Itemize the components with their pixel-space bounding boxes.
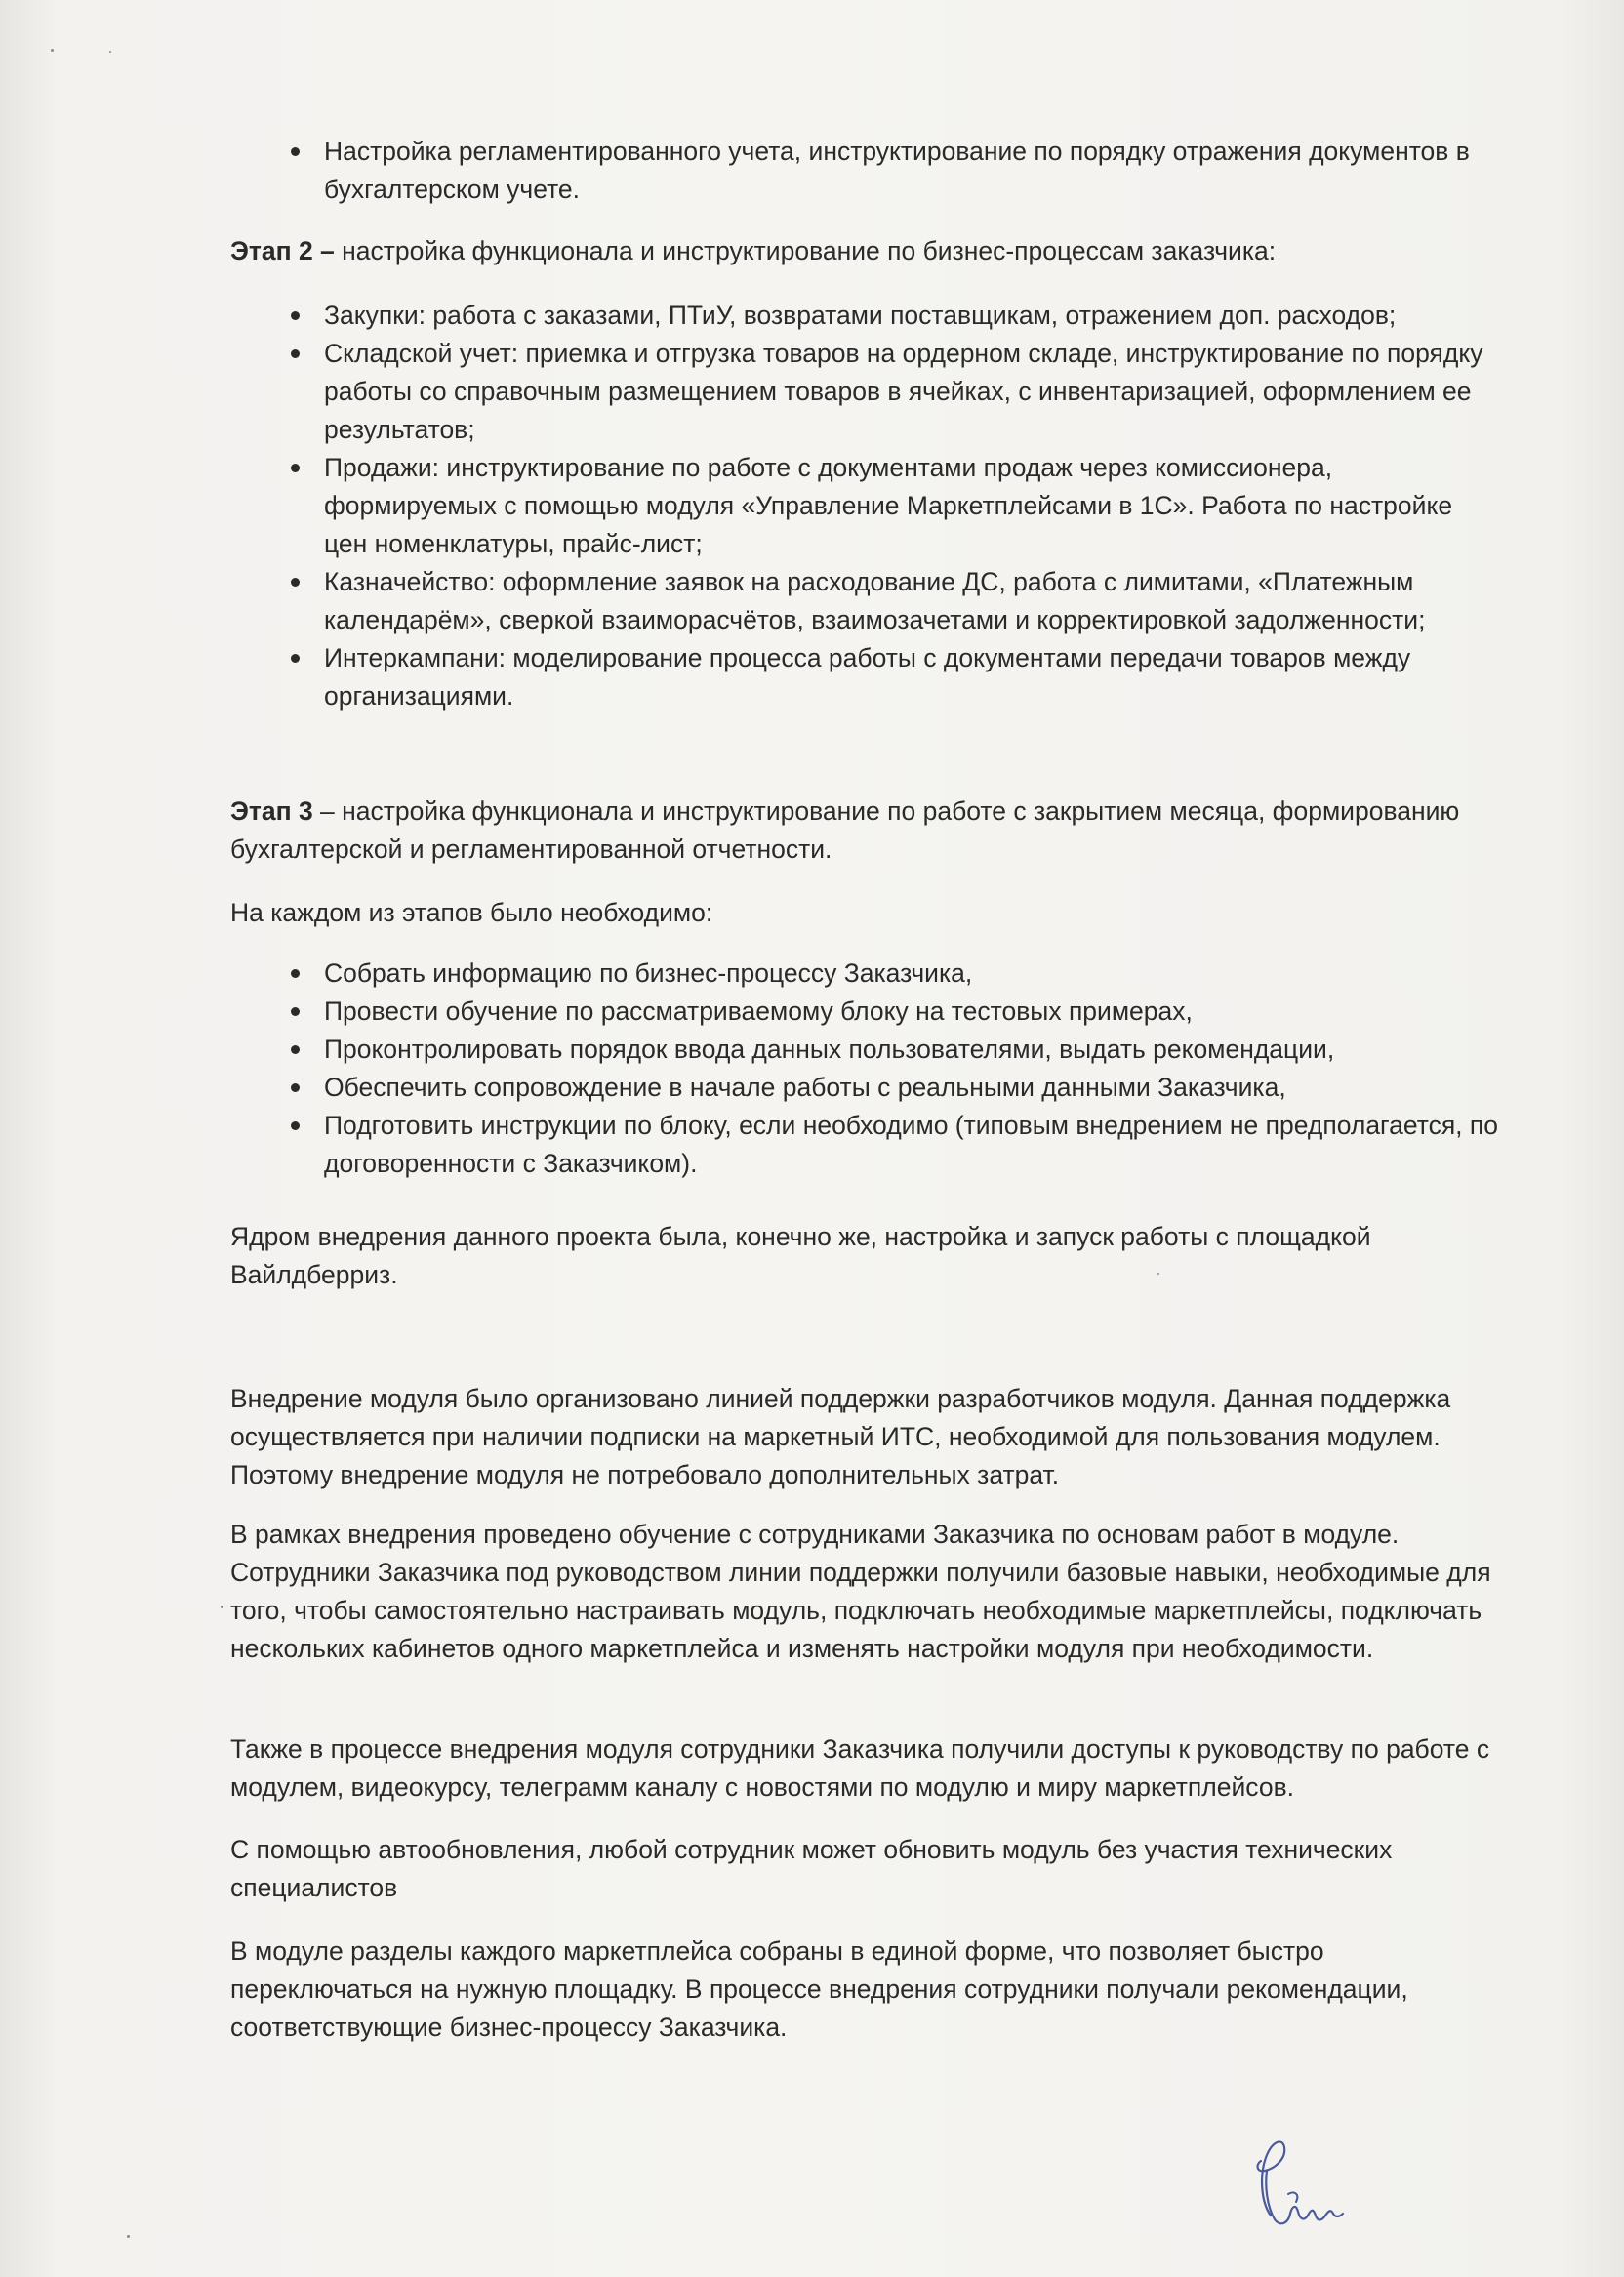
bullet-icon — [291, 311, 300, 320]
bullet-icon — [291, 654, 300, 663]
list-item — [230, 1031, 1499, 1069]
bullet-icon — [291, 349, 300, 358]
list-item-text: Складской учет: приемка и отгрузка товаров на ордерном складе, инструктирование по порядку работы со справочным размещением товаров в ячейках, с инвентаризацией, оформлением ее результатов; — [324, 339, 1483, 444]
bullet-icon — [291, 147, 300, 156]
list-item — [230, 1107, 1499, 1183]
core-text: Ядром внедрения данного проекта была, конечно же, настройка и запуск работы с площадкой Вайлдберриз. — [230, 1222, 1371, 1289]
stage-3-text: – настройка функционала и инструктирование по работе с закрытием месяца, формированию бухгалтерской и регламентированной отчетности. — [230, 796, 1460, 864]
stage-3-heading — [230, 793, 1499, 869]
scan-speck — [221, 1606, 223, 1608]
list-item — [230, 449, 1499, 563]
scan-speck — [1157, 1273, 1159, 1275]
list-item — [230, 955, 1499, 993]
stage-2-label: Этап 2 – — [230, 236, 335, 265]
list-item — [230, 297, 1499, 335]
stage-2-text: настройка функционала и инструктирование по бизнес-процессам заказчика: — [334, 236, 1277, 265]
list-item-text: Проконтролировать порядок ввода данных пользователями, выдать рекомендации, — [324, 1035, 1335, 1064]
scan-speck — [51, 49, 54, 52]
each-stage-text: На каждом из этапов было необходимо: — [230, 898, 713, 927]
bullet-icon — [291, 1045, 300, 1054]
bullet-icon — [291, 1007, 300, 1016]
training-text: В рамках внедрения проведено обучение с сотрудниками Заказчика по основам работ в модуле. Сотрудники Заказчика под руководством линии поддержки получили базовые навыки, необходимые для того, чтобы самостоятельно настраивать модуль, подключать необходимые маркетплейсы, подключать нескольких кабинетов одного маркетплейса и изменять настройки модуля при необходимости. — [230, 1520, 1491, 1663]
list-item-text: Провести обучение по рассматриваемому блоку на тестовых примерах, — [324, 996, 1193, 1026]
list-item-text: Закупки: работа с заказами, ПТиУ, возвратами поставщикам, отражением доп. расходов; — [324, 301, 1397, 330]
list-item — [230, 335, 1499, 449]
signature — [1232, 2126, 1359, 2243]
list-item-text: Подготовить инструкции по блоку, если необходимо (типовым внедрением не предполагается, по договоренности с Заказчиком). — [324, 1111, 1498, 1178]
list-item — [230, 993, 1499, 1031]
list-item — [230, 563, 1499, 639]
intro-bullet-list — [230, 133, 1499, 209]
bullet-icon — [291, 578, 300, 587]
list-item — [230, 1069, 1499, 1107]
access-text: Также в процессе внедрения модуля сотрудники Заказчика получили доступы к руководству по работе с модулем, видеокурсу, телеграмм каналу с новостями по модулю и миру маркетплейсов. — [230, 1734, 1490, 1802]
bullet-icon — [291, 969, 300, 978]
stage-2-bullet-list — [230, 297, 1499, 715]
list-item — [230, 133, 1499, 209]
list-item-text: Продажи: инструктирование по работе с документами продаж через комиссионера, формируемых с помощью модуля «Управление Маркетплейсами в 1С». Работа по настройке цен номенклатуры, прайс-лист; — [324, 453, 1453, 558]
autoupdate-text: С помощью автообновления, любой сотрудник может обновить модуль без участия технических специалистов — [230, 1835, 1393, 1902]
stage-3-label: Этап 3 — [230, 796, 313, 826]
module-support-text: Внедрение модуля было организовано линией поддержки разработчиков модуля. Данная поддержка осуществляется при наличии подписки на маркетный ИТС, необходимой для пользования модулем. Поэтому внедрение модуля не потребовало дополнительных затрат. — [230, 1384, 1451, 1489]
sections-text: В модуле разделы каждого маркетплейса собраны в единой форме, что позволяет быстро переключаться на нужную площадку. В процессе внедрения сотрудники получали рекомендации, соответствующие бизнес-процессу Заказчика. — [230, 1936, 1408, 2042]
scan-speck — [109, 51, 111, 53]
list-item-text: Настройка регламентированного учета, инструктирование по порядку отражения документов в бухгалтерском учете. — [324, 137, 1470, 204]
list-item-text: Интеркампани: моделирование процесса работы с документами передачи товаров между организациями. — [324, 643, 1411, 711]
stage-2-heading — [230, 232, 1499, 270]
scan-speck — [127, 2235, 130, 2238]
list-item-text: Обеспечить сопровождение в начале работы с реальными данными Заказчика, — [324, 1073, 1286, 1102]
bullet-icon — [291, 1083, 300, 1092]
list-item-text: Собрать информацию по бизнес-процессу Заказчика, — [324, 958, 973, 988]
each-stage-bullet-list — [230, 955, 1499, 1183]
list-item — [230, 639, 1499, 715]
bullet-icon — [291, 464, 300, 472]
bullet-icon — [291, 1121, 300, 1130]
list-item-text: Казначейство: оформление заявок на расходование ДС, работа с лимитами, «Платежным календарём», сверкой взаиморасчётов, взаимозачетами и корректировкой задолженности; — [324, 567, 1426, 634]
